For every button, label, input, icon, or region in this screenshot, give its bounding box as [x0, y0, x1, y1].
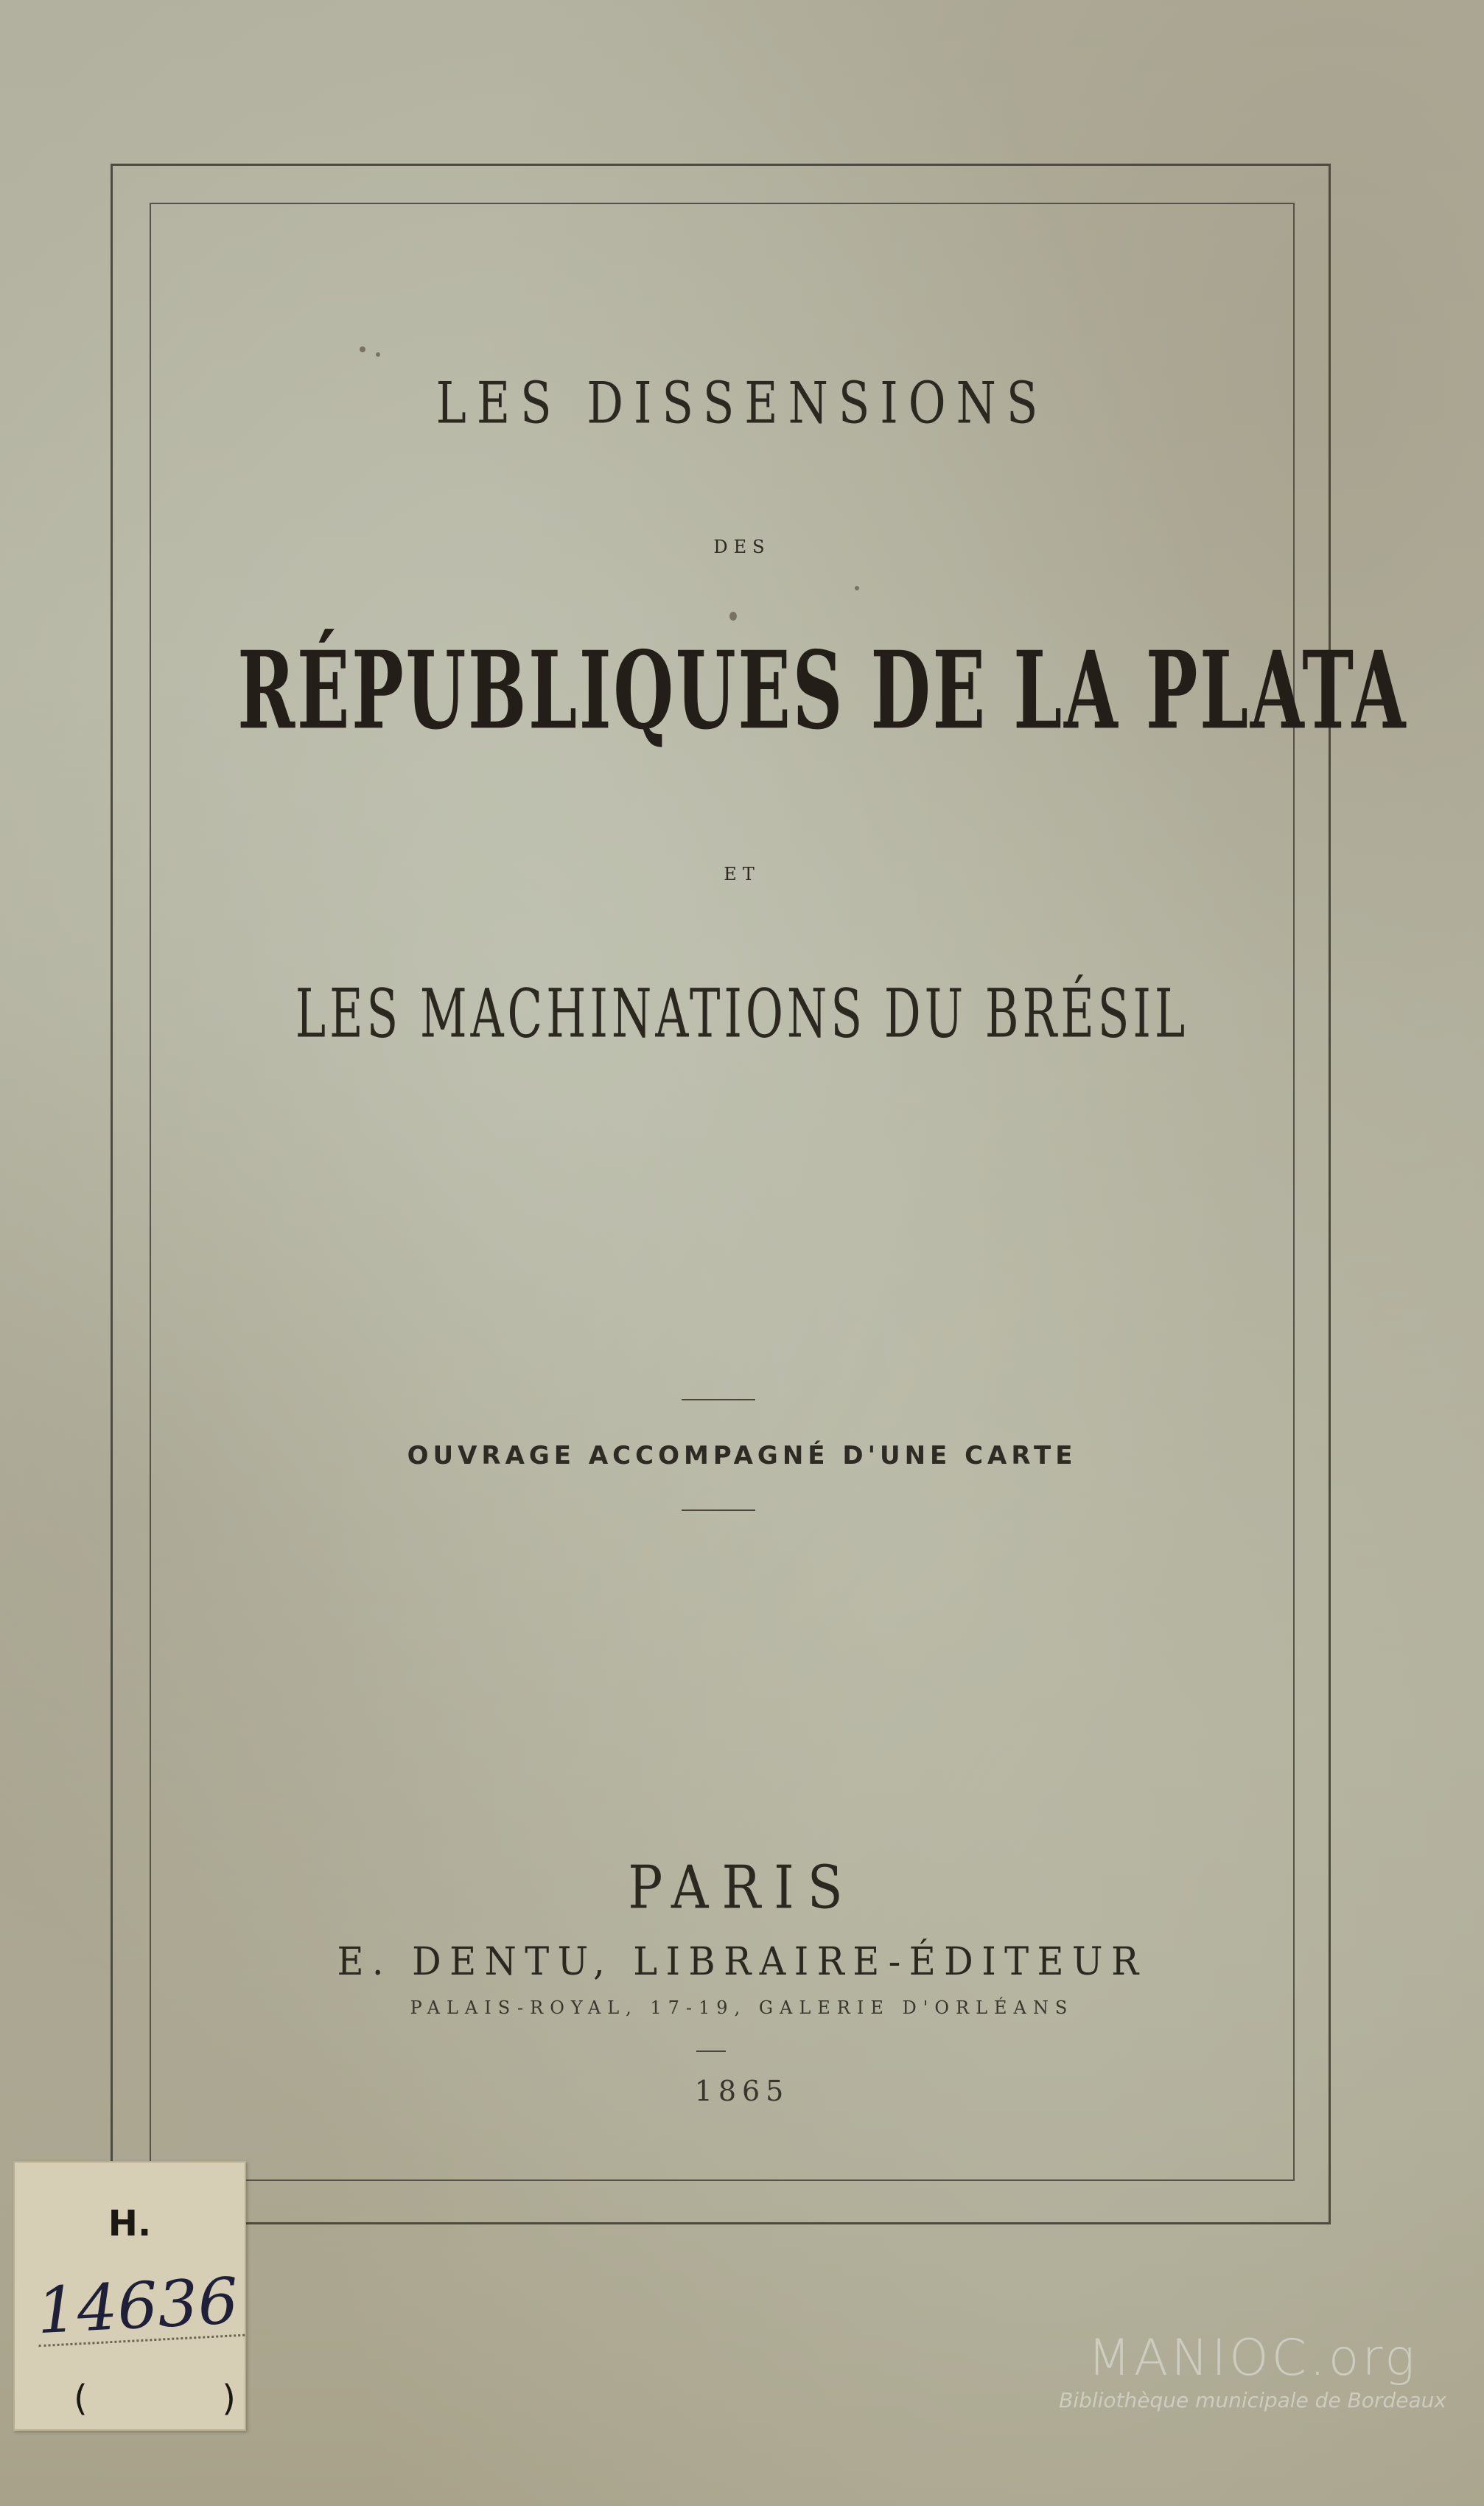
manioc-watermark-logo: MANIOC.org [1088, 2329, 1418, 2387]
rule-above-subtitle [682, 1399, 755, 1400]
manioc-watermark-institution: Bibliothèque municipale de Bordeaux [1059, 2388, 1446, 2412]
label-prefix: H. [108, 2203, 152, 2244]
rule-above-year [696, 2050, 726, 2052]
foxing-spot [360, 346, 365, 352]
main-title: RÉPUBLIQUES DE LA PLATA [237, 626, 1408, 754]
imprint-city: PARIS [628, 1852, 856, 1923]
subtitle: OUVRAGE ACCOMPAGNÉ D'UNE CARTE [407, 1441, 1077, 1470]
imprint-year: 1865 [694, 2075, 790, 2107]
label-paren-close: ) [222, 2378, 236, 2419]
library-call-number-label [13, 2161, 246, 2431]
foxing-spot [729, 612, 737, 621]
label-parentheses [74, 2378, 236, 2419]
title-line-machinations: LES MACHINATIONS DU BRÉSIL [295, 974, 1189, 1053]
label-paren-open: ( [74, 2378, 88, 2419]
title-line-des: DES [713, 537, 771, 557]
label-handwritten-number: 14636 [35, 2268, 245, 2348]
foxing-spot [855, 586, 859, 590]
title-line-et: ET [724, 864, 760, 884]
title-line-dissensions: LES DISSENSIONS [435, 369, 1049, 437]
foxing-spot [376, 352, 380, 357]
imprint-publisher: E. DENTU, LIBRAIRE-ÉDITEUR [337, 1940, 1147, 1984]
imprint-address: PALAIS-ROYAL, 17-19, GALERIE D'ORLÉANS [410, 1997, 1074, 2018]
rule-below-subtitle [682, 1509, 755, 1511]
